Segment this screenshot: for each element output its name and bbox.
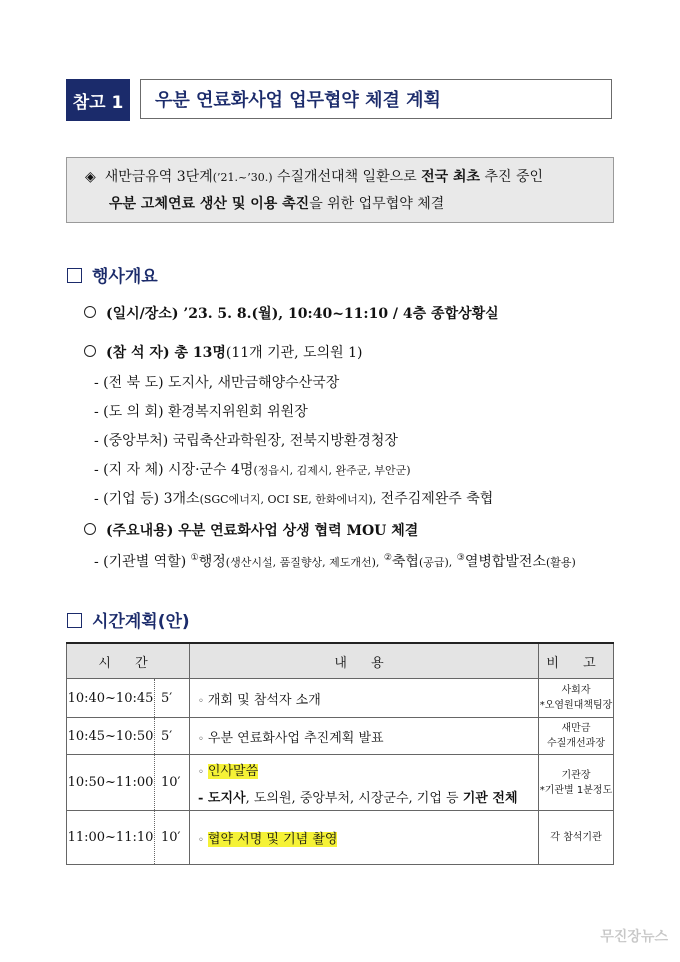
diamond-bullet-icon: ◈ <box>85 169 96 185</box>
table-row: 10:45~10:50 5′ ◦ 우분 연료화사업 추진계획 발표 새만금 수질개선과장 <box>67 718 614 755</box>
ring-bullet-icon: ◦ <box>198 695 204 707</box>
header-content: 내 용 <box>190 643 539 679</box>
square-bullet-icon <box>67 268 82 283</box>
attendee-row: - (지 자 체) 시장·군수 4명(정읍시, 김제시, 완주군, 부안군) <box>94 462 411 478</box>
watermark-logo: 무진장뉴스 <box>600 929 668 945</box>
section-heading-overview: 행사개요 <box>67 262 158 287</box>
attendee-row: - (중앙부처) 국립축산과학원장, 전북지방환경청장 <box>94 433 398 449</box>
schedule-table <box>66 642 614 865</box>
header-time: 시 간 <box>67 643 190 679</box>
square-bullet-icon <box>67 613 82 628</box>
reference-tag: 참고 1 <box>66 79 130 121</box>
attendee-row: - (도 의 회) 환경복지위원회 위원장 <box>94 404 308 420</box>
ring-bullet-icon: ◦ <box>198 835 204 846</box>
attendee-row: - (기업 등) 3개소(SGC에너지, OCI SE, 한화에너지), 전주김제완주 축협 <box>94 491 494 507</box>
event-datetime: (일시/장소) ’23. 5. 8.(월), 10:40~11:10 / 4층 종합상황실 <box>84 303 499 323</box>
table-row: 10:40~10:45 5′ ◦ 개회 및 참석자 소개 사회자 *오염원대책팀장 <box>67 679 614 718</box>
circle-bullet-icon <box>84 345 96 357</box>
summary-box <box>66 157 614 223</box>
circle-bullet-icon <box>84 523 96 535</box>
ring-bullet-icon: ◦ <box>198 766 204 778</box>
ring-bullet-icon: ◦ <box>198 733 204 745</box>
attendee-row: - (전 북 도) 도지사, 새만금해양수산국장 <box>94 375 340 391</box>
circle-bullet-icon <box>84 306 96 318</box>
summary-line-1: ◈ 새만금유역 3단계(’21.~’30.) 수질개선대책 일환으로 전국 최초 추진 중인 <box>85 169 544 185</box>
table-header-row <box>67 643 614 679</box>
agency-roles: - (기관별 역할) ①행정(생산시설, 품질향상, 제도개선), ②축협(공급), ③열병합발전소(활용) <box>94 553 576 570</box>
header-note: 비 고 <box>539 643 614 679</box>
main-content: (주요내용) 우분 연료화사업 상생 협력 MOU 체결 <box>84 520 418 540</box>
document-title: 우분 연료화사업 업무협약 체결 계획 <box>140 79 612 119</box>
section-heading-schedule: 시간계획(안) <box>67 607 190 632</box>
attendees-summary: (참 석 자) 총 13명(11개 기관, 도의원 1) <box>84 342 362 362</box>
table-row: 10:50~11:00 10′ ◦ 인사말씀 - 도지사, 도의원, 중앙부처, 시장군수, 기업 등 기관 전체 기관장 *기관별 1분정도 <box>67 755 614 811</box>
summary-line-2: 우분 고체연료 생산 및 이용 촉진을 위한 업무협약 체결 <box>109 196 445 212</box>
table-row: 11:00~11:10 10′ ◦ 협약 서명 및 기념 촬영 각 참석기관 <box>67 811 614 865</box>
